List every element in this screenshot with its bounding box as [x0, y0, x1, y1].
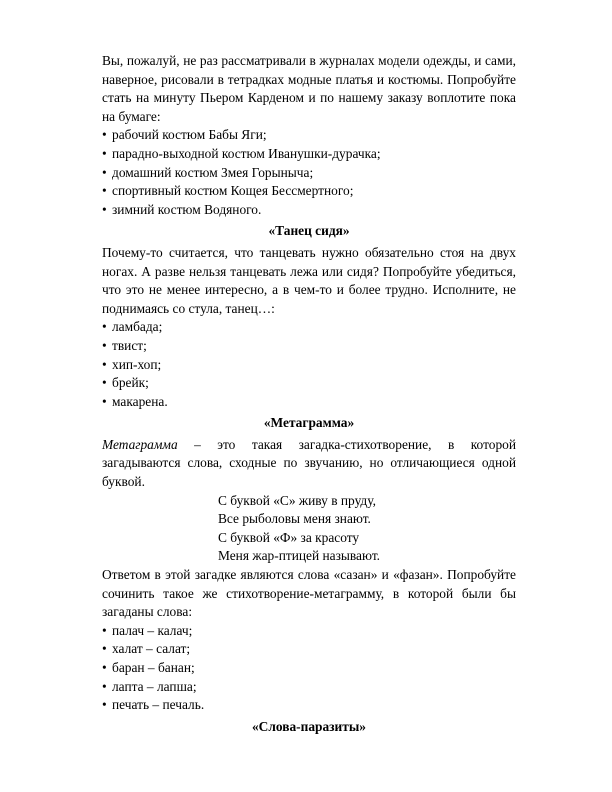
section-heading-metagram: «Метаграмма»	[263, 415, 355, 431]
poem-line: Меня жар-птицей называют.	[218, 548, 381, 564]
bullet-icon: •	[102, 375, 107, 391]
metagram-definition: Метаграмма – это такая загадка-стихотворение, в которой загадываются слова, сходные по звучанию, но отличающиеся одной буквой.	[102, 436, 516, 490]
list-item: • макарена.	[102, 393, 516, 412]
list-item: • твист;	[102, 337, 516, 356]
list-item: • ламбада;	[102, 318, 516, 337]
bullet-icon: •	[102, 660, 107, 675]
bullet-icon: •	[102, 337, 107, 353]
bullet-icon: •	[102, 697, 107, 713]
bullet-icon: •	[102, 622, 107, 638]
intro-bullet-list	[102, 126, 516, 219]
dance-paragraph: Почему-то считается, что танцевать нужно обязательно стоя на двух ногах. А разве нельзя танцевать лежа или сидя? Попробуйте убедиться, что это не менее интересно, а в чем-то и более трудно. Исполните, не поднимаясь со стула, танец…:	[102, 244, 516, 316]
list-item: • печать – печаль.	[102, 696, 516, 715]
list-item: • зимний костюм Водяного.	[102, 201, 516, 220]
poem-line: С буквой «С» живу в пруду,	[218, 492, 376, 508]
list-item: • лапта – лапша;	[102, 678, 516, 697]
list-item: • домашний костюм Змея Горыныча;	[102, 164, 516, 183]
bullet-icon: •	[102, 127, 107, 143]
bullet-icon: •	[102, 145, 107, 161]
bullet-icon: •	[102, 164, 107, 180]
dance-bullet-list	[102, 318, 516, 411]
list-item: • брейк;	[102, 374, 516, 393]
list-item: • хип-хоп;	[102, 356, 516, 375]
list-item: • рабочий костюм Бабы Яги;	[102, 126, 516, 145]
bullet-icon: •	[102, 641, 107, 657]
intro-paragraph: Вы, пожалуй, не раз рассматривали в журналах модели одежды, и сами, наверное, рисовали в тетрадках модные платья и костюмы. Попробуйте стать на минуту Пьером Карденом и по нашему заказу воплотите пока на бумаге:	[102, 53, 516, 124]
poem-line: С буквой «Ф» за красоту	[218, 529, 360, 545]
bullet-icon: •	[102, 393, 107, 409]
section-heading-parasites: «Слова-паразиты»	[251, 718, 366, 734]
metagram-answer: Ответом в этой загадке являются слова «сазан» и «фазан». Попробуйте сочинить такое же стихотворение-метаграмму, в которой были бы загаданы слова:	[102, 567, 516, 620]
bullet-icon: •	[102, 356, 107, 372]
metagram-bullet-list	[102, 622, 516, 715]
metagram-poem	[218, 492, 516, 566]
section-heading-dance: «Танец сидя»	[268, 223, 350, 239]
bullet-icon: •	[102, 201, 107, 217]
list-item: • спортивный костюм Кощея Бессмертного;	[102, 182, 516, 201]
metagram-term: Метаграмма	[102, 436, 178, 452]
list-item: • халат – салат;	[102, 640, 516, 659]
bullet-icon: •	[102, 319, 107, 335]
list-item: • баран – банан;	[102, 659, 516, 678]
poem-line: Все рыболовы меня знают.	[218, 511, 371, 527]
list-item: • парадно-выходной костюм Иванушки-дурачка;	[102, 145, 516, 164]
bullet-icon: •	[102, 183, 107, 199]
list-item: • палач – калач;	[102, 622, 516, 641]
bullet-icon: •	[102, 678, 107, 694]
document-page	[102, 52, 516, 739]
